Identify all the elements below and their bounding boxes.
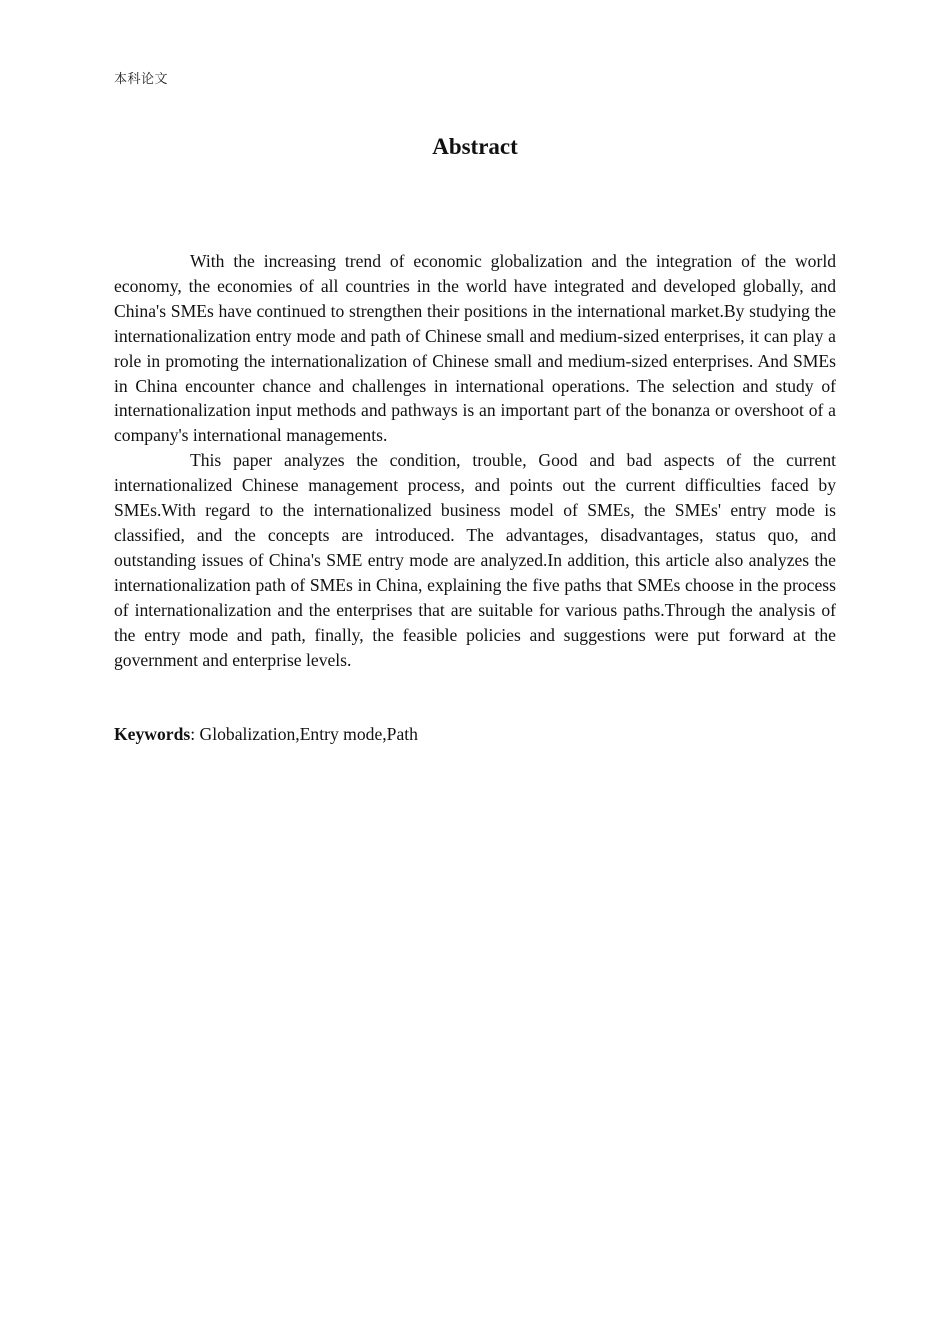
keywords-value: Globalization,Entry mode,Path: [199, 724, 418, 744]
running-header: 本科论文: [114, 72, 169, 87]
keywords-separator: :: [190, 724, 200, 744]
abstract-paragraph-1: With the increasing trend of economic globalization and the integration of the world economy, the economies of all countries in the world have integrated and developed globally, and China's SMEs have continued to strengthen their positions in the international market.By studying the internationalization entry mode and path of Chinese small and medium-sized enterprises, it can play a role in promoting the internationalization of Chinese small and medium-sized enterprises. And SMEs in China encounter chance and challenges in international operations. The selection and study of internationalization input methods and pathways is an important part of the bonanza or overshoot of a company's international managements.: [114, 251, 836, 446]
page-title: Abstract: [432, 134, 518, 159]
abstract-paragraph-2: This paper analyzes the condition, trouble, Good and bad aspects of the current internationalized Chinese management process, and points out the current difficulties faced by SMEs.With regard to the internationalized business model of SMEs, the SMEs' entry mode is classified, and the concepts are introduced. The advantages, disadvantages, status quo, and outstanding issues of China's SME entry mode are analyzed.In addition, this article also analyzes the internationalization path of SMEs in China, explaining the five paths that SMEs choose in the process of internationalization and the enterprises that are suitable for various paths.Through the analysis of the entry mode and path, finally, the feasible policies and suggestions were put forward at the government and enterprise levels.: [114, 450, 836, 670]
keywords-line: [114, 722, 836, 747]
abstract-body: [114, 249, 836, 672]
keywords-label: Keywords: [114, 724, 191, 744]
